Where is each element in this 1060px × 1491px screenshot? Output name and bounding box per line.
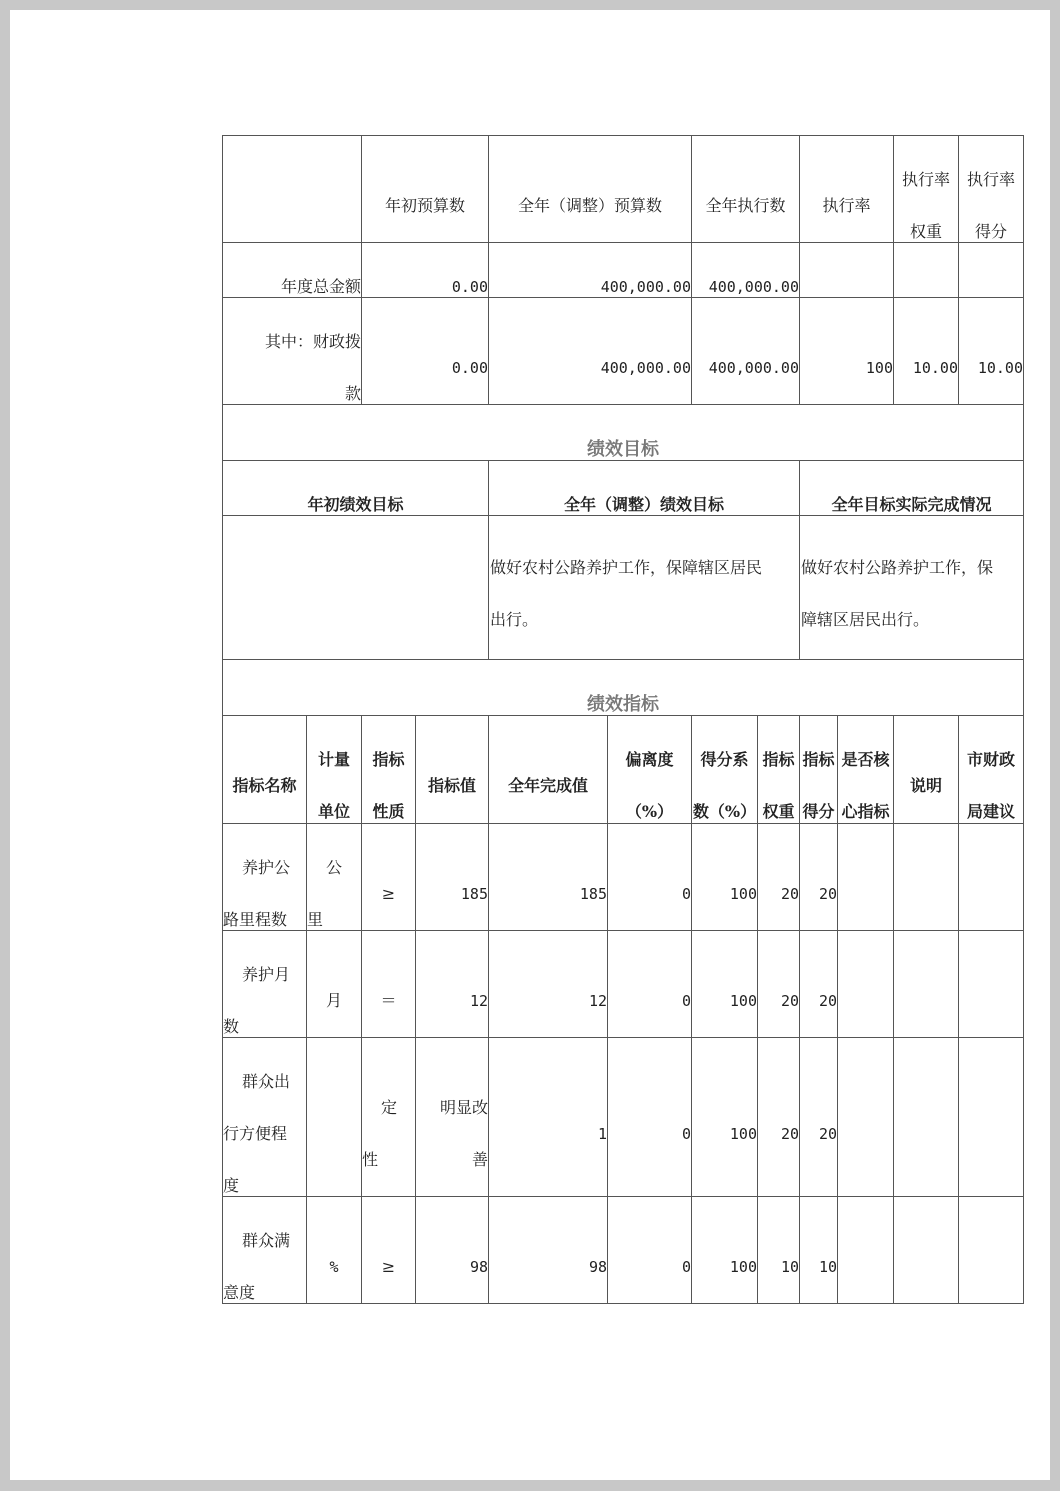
header-advice: 市财政 xyxy=(966,750,1015,769)
header-deviation: 偏离度 xyxy=(625,750,674,769)
indicator-name: 养护公 xyxy=(242,858,291,877)
indicator-unit: % xyxy=(329,1258,339,1276)
row-fiscal-adjusted: 400,000.00 xyxy=(600,359,691,377)
indicator-nature: 定 xyxy=(381,1098,398,1117)
actual-goal-text: 做好农村公路养护工作，保 xyxy=(801,558,994,577)
indicator-deviation: 0 xyxy=(681,992,691,1010)
header-adjusted-goal: 全年（调整）绩效目标 xyxy=(563,495,724,514)
header-score-coef: 得分系 xyxy=(700,750,749,769)
table-border xyxy=(222,1196,1024,1197)
indicator-coef: 100 xyxy=(729,1258,757,1276)
indicator-unit: 里 xyxy=(307,910,324,929)
header-core: 是否核 xyxy=(841,750,890,769)
indicator-nature: ≥ xyxy=(381,884,396,903)
row-fiscal-initial: 0.00 xyxy=(451,359,488,377)
table-border xyxy=(488,460,489,660)
indicator-value: 善 xyxy=(471,1150,488,1169)
header-core: 心指标 xyxy=(841,802,890,821)
header-target-value: 指标值 xyxy=(427,776,476,795)
indicator-name: 意度 xyxy=(223,1283,256,1302)
indicator-weight: 20 xyxy=(780,885,799,903)
header-unit: 单位 xyxy=(317,802,350,821)
indicator-weight: 10 xyxy=(780,1258,799,1276)
table-border xyxy=(222,1303,1024,1304)
table-border xyxy=(222,135,1024,136)
indicator-nature: 性 xyxy=(362,1150,379,1169)
indicator-name: 数 xyxy=(223,1017,240,1036)
header-rate-weight: 执行率 xyxy=(901,170,950,189)
indicator-name: 路里程数 xyxy=(223,910,288,929)
header-score: 指标 xyxy=(802,750,835,769)
indicator-name: 行方便程 xyxy=(223,1124,288,1143)
row-total-initial: 0.00 xyxy=(451,278,488,296)
indicator-value: 185 xyxy=(460,885,488,903)
document-page xyxy=(10,10,1050,1480)
header-score-coef: 数（%） xyxy=(692,802,757,821)
indicator-deviation: 0 xyxy=(681,885,691,903)
indicator-coef: 100 xyxy=(729,992,757,1010)
indicator-unit: 月 xyxy=(325,991,342,1010)
indicator-name: 养护月 xyxy=(242,965,291,984)
indicator-value: 12 xyxy=(469,992,488,1010)
header-score: 得分 xyxy=(802,802,835,821)
indicator-completed: 98 xyxy=(588,1258,607,1276)
indicator-coef: 100 xyxy=(729,1125,757,1143)
header-nature: 指标 xyxy=(372,750,405,769)
header-initial-goal: 年初绩效目标 xyxy=(307,495,404,514)
indicator-coef: 100 xyxy=(729,885,757,903)
table-border xyxy=(222,1037,1024,1038)
indicator-value: 98 xyxy=(469,1258,488,1276)
indicator-completed: 1 xyxy=(597,1125,607,1143)
indicator-nature: ＝ xyxy=(380,991,397,1010)
indicator-completed: 185 xyxy=(579,885,607,903)
row-fiscal-executed: 400,000.00 xyxy=(708,359,799,377)
header-executed: 全年执行数 xyxy=(705,196,786,215)
header-advice: 局建议 xyxy=(966,802,1015,821)
header-indicator-name: 指标名称 xyxy=(232,776,297,795)
row-total-label: 年度总金额 xyxy=(280,277,361,296)
section-title-indicators: 绩效指标 xyxy=(587,694,659,715)
header-actual-goal: 全年目标实际完成情况 xyxy=(831,495,992,514)
row-total-adjusted: 400,000.00 xyxy=(600,278,691,296)
row-fiscal-weight: 10.00 xyxy=(912,359,958,377)
indicator-score: 20 xyxy=(818,1125,837,1143)
header-rate-score: 执行率 xyxy=(966,170,1015,189)
indicator-unit: 公 xyxy=(326,858,343,877)
header-initial-budget: 年初预算数 xyxy=(384,196,465,215)
header-weight: 权重 xyxy=(762,802,795,821)
actual-goal-text: 障辖区居民出行。 xyxy=(801,610,930,629)
row-fiscal-label: 其中：财政拨 xyxy=(264,332,361,351)
row-fiscal-score: 10.00 xyxy=(977,359,1023,377)
row-fiscal-label: 款 xyxy=(344,384,361,403)
header-rate-weight: 权重 xyxy=(909,222,942,241)
header-completed-value: 全年完成值 xyxy=(507,776,588,795)
indicator-completed: 12 xyxy=(588,992,607,1010)
header-weight: 指标 xyxy=(762,750,795,769)
table-border xyxy=(799,460,800,660)
indicator-nature: ≥ xyxy=(381,1257,396,1276)
indicator-deviation: 0 xyxy=(681,1258,691,1276)
indicator-name: 度 xyxy=(223,1176,240,1195)
header-unit: 计量 xyxy=(317,750,350,769)
indicator-value: 明显改 xyxy=(439,1098,488,1117)
header-rate-score: 得分 xyxy=(974,222,1007,241)
header-adjusted-budget: 全年（调整）预算数 xyxy=(517,196,662,215)
row-total-executed: 400,000.00 xyxy=(708,278,799,296)
header-exec-rate: 执行率 xyxy=(822,196,871,215)
table-border xyxy=(222,659,1024,660)
indicator-weight: 20 xyxy=(780,1125,799,1143)
table-border xyxy=(1023,135,1024,1304)
section-title-goals: 绩效目标 xyxy=(587,439,659,460)
indicator-name: 群众满 xyxy=(242,1231,291,1250)
adjusted-goal-text: 出行。 xyxy=(490,610,539,629)
indicator-score: 20 xyxy=(818,885,837,903)
indicator-score: 20 xyxy=(818,992,837,1010)
adjusted-goal-text: 做好农村公路养护工作，保障辖区居民 xyxy=(490,558,763,577)
indicator-weight: 20 xyxy=(780,992,799,1010)
header-deviation: （%） xyxy=(625,802,674,821)
indicator-deviation: 0 xyxy=(681,1125,691,1143)
indicator-name: 群众出 xyxy=(242,1072,291,1091)
header-nature: 性质 xyxy=(372,802,405,821)
row-fiscal-rate: 100 xyxy=(865,359,893,377)
indicator-score: 10 xyxy=(818,1258,837,1276)
table-border xyxy=(893,715,894,1304)
header-note: 说明 xyxy=(909,776,942,795)
